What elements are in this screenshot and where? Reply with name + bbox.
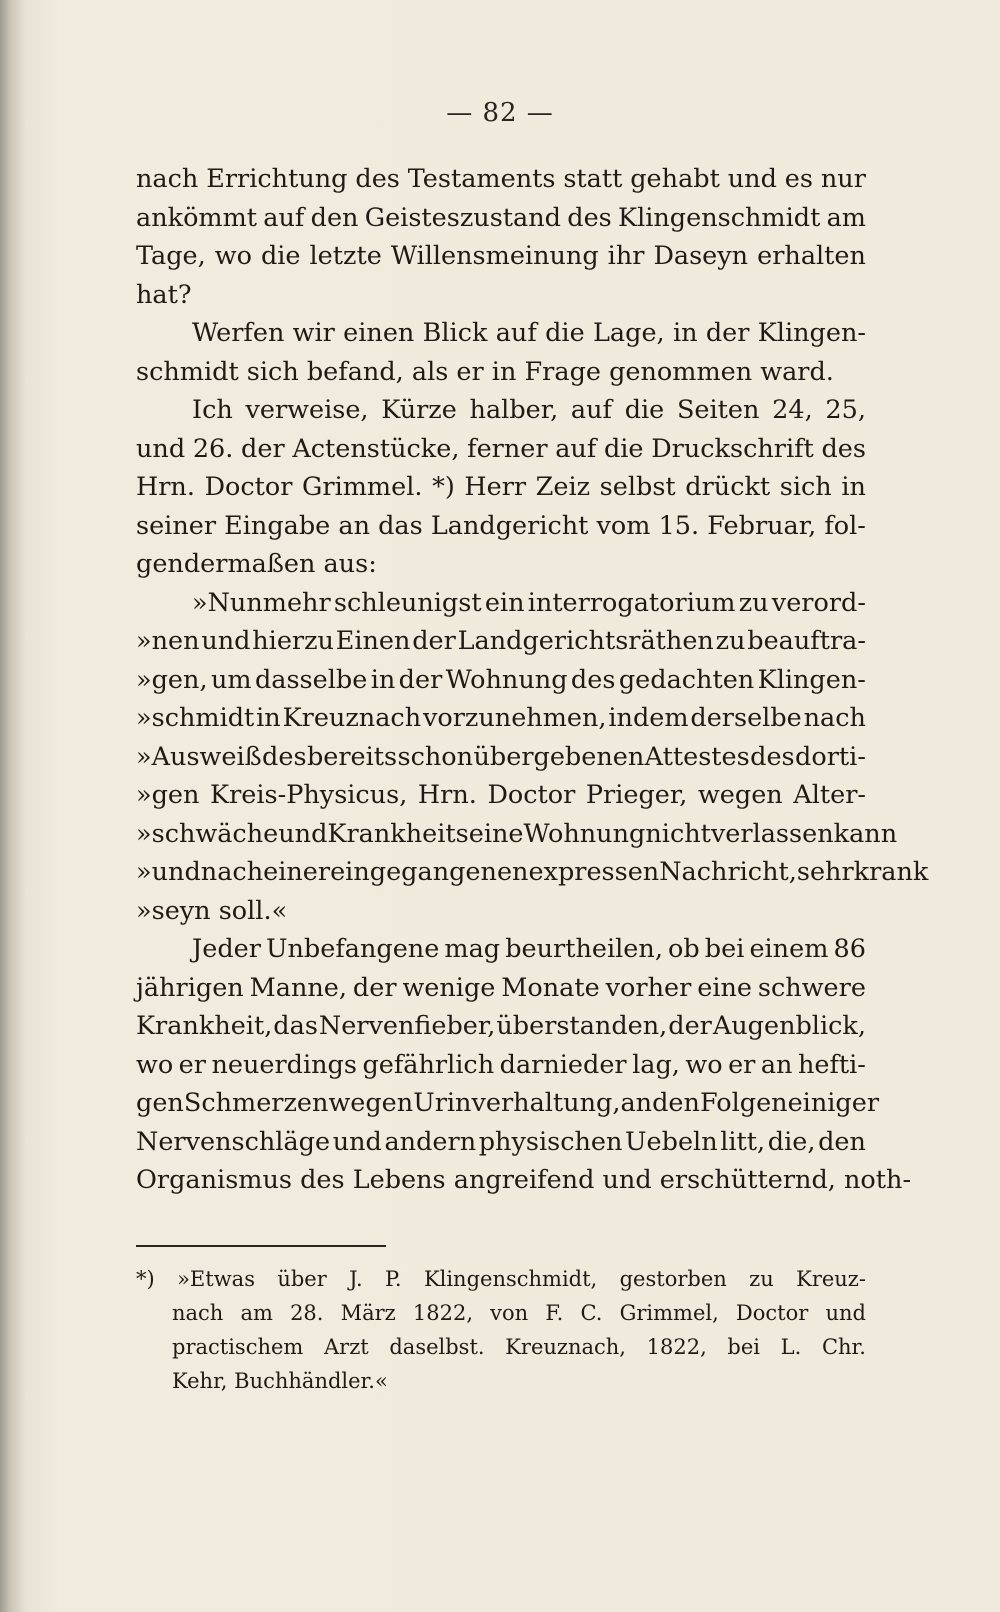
text-line: »schwäche und Krankheit seine Wohnung nicht verlassen kann: [136, 818, 898, 849]
text-line: Nervenschläge und andern physischen Uebeln litt, die, den: [136, 1126, 866, 1157]
page-number: — 82 —: [446, 98, 554, 128]
text-line: hat?: [136, 279, 192, 310]
text-line: »gen, um dasselbe in der Wohnung des gedachten Klingen-: [136, 664, 866, 695]
text-line: gendermaßen aus:: [136, 549, 377, 579]
main-text: [136, 160, 929, 1200]
text-line: »nen und hierzu Einen der Landgerichtsräthen zu beauftra-: [136, 626, 866, 656]
footnote-divider: [136, 1245, 386, 1247]
text-line: und 26. der Actenstücke, ferner auf die Druckschrift des: [136, 433, 866, 464]
text-line: Krankheit, das Nervenfieber, überstanden, der Augenblick,: [136, 1011, 866, 1041]
text-line: »und nach einer eingegangenen expressen Nachricht, sehr krank: [136, 857, 929, 887]
text-line: seiner Eingabe an das Landgericht vom 15. Februar, fol-: [136, 510, 866, 541]
text-line: ankömmt auf den Geisteszustand des Klingenschmidt am: [136, 202, 866, 233]
text-line: Tage, wo die letzte Willensmeinung ihr Daseyn erhalten: [136, 241, 866, 271]
text-line: »gen Kreis-Physicus, Hrn. Doctor Prieger, wegen Alter-: [136, 780, 866, 810]
footnote-line: nach am 28. März 1822, von F. C. Grimmel, Doctor und: [172, 1301, 866, 1325]
text-line: gen Schmerzen wegen Urinverhaltung, an den Folgen einiger: [136, 1088, 880, 1118]
text-line: »seyn soll.«: [136, 895, 288, 926]
text-line: Werfen wir einen Blick auf die Lage, in der Klingen-: [192, 318, 866, 348]
text-line: Hrn. Doctor Grimmel. *) Herr Zeiz selbst drückt sich in: [136, 472, 866, 502]
footnote-line: practischem Arzt daselbst. Kreuznach, 1822, bei L. Chr.: [172, 1335, 866, 1359]
footnote-line: Kehr, Buchhändler.«: [172, 1369, 388, 1393]
text-line: jährigen Manne, der wenige Monate vorher eine schwere: [136, 972, 866, 1003]
text-line: Ich verweise, Kürze halber, auf die Seiten 24, 25,: [192, 395, 866, 425]
text-line: nach Errichtung des Testaments statt gehabt und es nur: [136, 164, 866, 194]
text-line: Jeder Unbefangene mag beurtheilen, ob bei einem 86: [192, 934, 866, 964]
text-line: »Ausweiß des bereits schon übergebenen Attestes des dorti-: [136, 741, 866, 772]
footnote-line: *) »Etwas über J. P. Klingenschmidt, gestorben zu Kreuz-: [136, 1267, 866, 1291]
text-line: Organismus des Lebens angreifend und erschütternd, noth-: [136, 1165, 912, 1195]
footnote: [136, 1262, 866, 1398]
text-line: »schmidt in Kreuznach vorzunehmen, indem derselbe nach: [136, 703, 866, 733]
text-line: schmidt sich befand, als er in Frage genommen ward.: [136, 356, 834, 387]
text-line: wo er neuerdings gefährlich darnieder lag, wo er an hefti-: [136, 1049, 866, 1080]
text-line: »Nunmehr schleunigst ein interrogatorium zu verord-: [192, 587, 866, 618]
